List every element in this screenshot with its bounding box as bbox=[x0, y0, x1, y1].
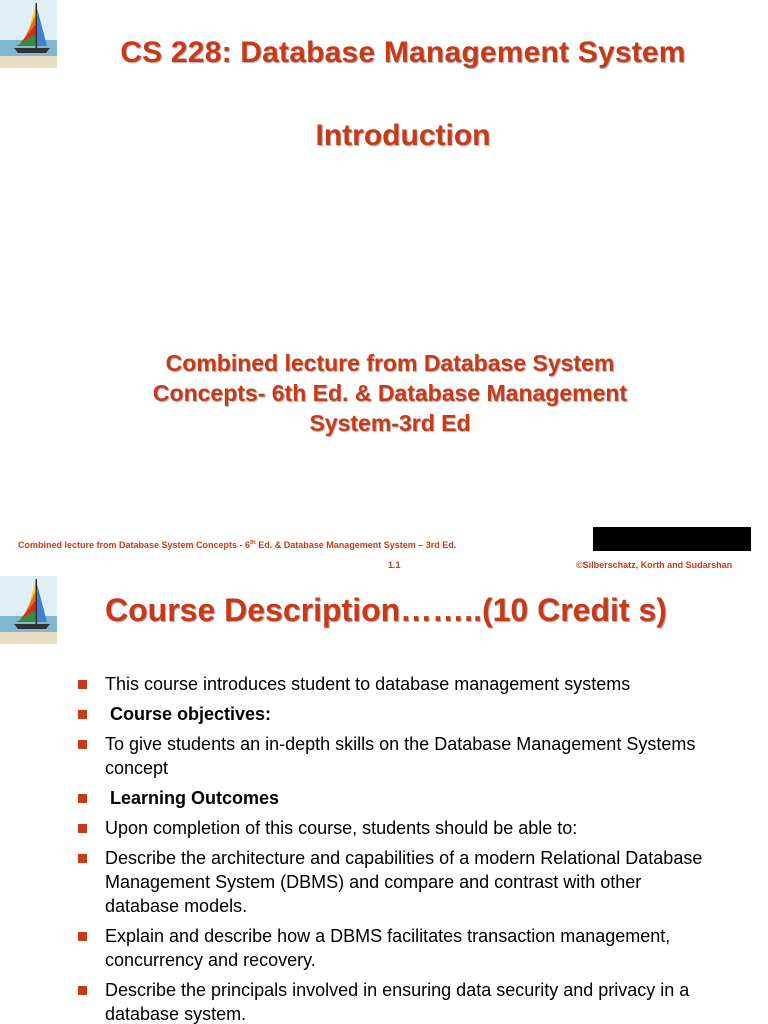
bullet-text: Course objectives: bbox=[110, 704, 272, 724]
footer-source-part: Ed. & Database Management System – 3rd Ed. bbox=[255, 540, 457, 550]
list-item bbox=[0, 978, 768, 1024]
course-subtitle: Introduction bbox=[315, 119, 491, 152]
bullet-text: Describe the architecture and capabilities of a modern Relational Database Management System (DBMS) and compare and contrast with other database models. bbox=[105, 848, 703, 916]
list-item bbox=[0, 732, 768, 780]
square-bullet-icon bbox=[78, 710, 87, 719]
bullet-text: Upon completion of this course, students should be able to: bbox=[105, 818, 578, 838]
course-title: CS 228: Database Management System bbox=[120, 36, 686, 69]
list-item bbox=[0, 924, 768, 972]
footer-source-part: Combined lecture from Database System Concepts - 6 bbox=[18, 540, 251, 550]
slide-title: Course Description……..(10 Credit s) bbox=[105, 592, 667, 628]
bullet-text: This course introduces student to database management systems bbox=[105, 674, 631, 694]
square-bullet-icon bbox=[78, 932, 87, 941]
square-bullet-icon bbox=[78, 794, 87, 803]
footer-copyright: ©Silberschatz, Korth and Sudarshan bbox=[576, 560, 733, 570]
redaction-box bbox=[593, 527, 751, 551]
page-number: 1.1 bbox=[388, 560, 401, 570]
footer-source-sup: th bbox=[250, 540, 256, 546]
square-bullet-icon bbox=[78, 986, 87, 995]
description-line: Concepts- 6th Ed. & Database Management bbox=[152, 380, 628, 406]
list-item bbox=[0, 672, 768, 696]
description-line: System-3rd Ed bbox=[309, 410, 471, 436]
bullet-list bbox=[0, 672, 768, 1024]
bullet-text: Describe the principals involved in ensuring data security and privacy in a database system. bbox=[105, 980, 690, 1024]
list-item bbox=[0, 846, 768, 918]
list-item bbox=[0, 786, 768, 810]
bullet-text: Learning Outcomes bbox=[110, 788, 280, 808]
footer-source bbox=[18, 540, 456, 550]
square-bullet-icon bbox=[78, 824, 87, 833]
list-item bbox=[0, 702, 768, 726]
sailboat-logo-icon bbox=[0, 576, 57, 644]
list-item bbox=[0, 816, 768, 840]
square-bullet-icon bbox=[78, 854, 87, 863]
description-line: Combined lecture from Database System bbox=[165, 350, 615, 376]
square-bullet-icon bbox=[78, 740, 87, 749]
bullet-text: To give students an in-depth skills on the Database Management Systems concept bbox=[105, 734, 696, 778]
lecture-description bbox=[0, 348, 768, 438]
slide-2 bbox=[0, 574, 768, 1024]
square-bullet-icon bbox=[78, 680, 87, 689]
bullet-text: Explain and describe how a DBMS facilitates transaction management, concurrency and recovery. bbox=[105, 926, 671, 970]
